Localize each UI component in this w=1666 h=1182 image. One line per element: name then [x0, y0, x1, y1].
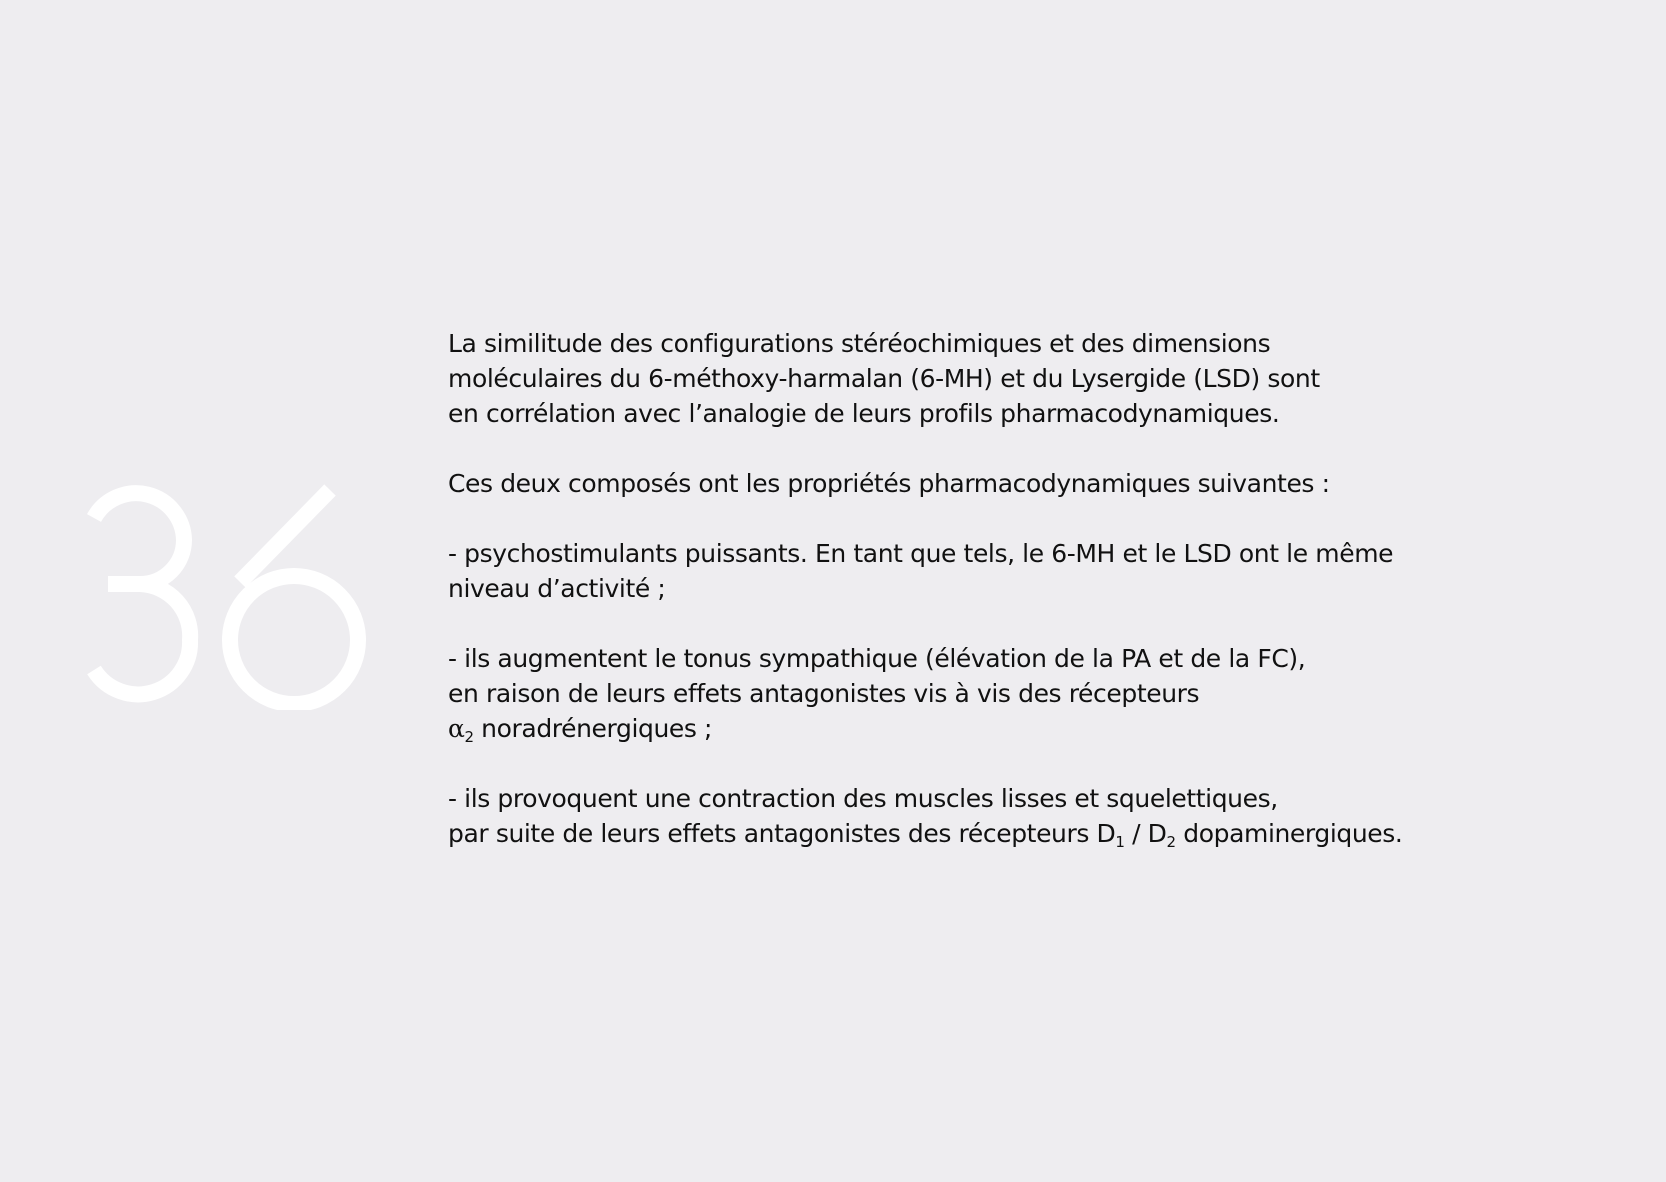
- bullet-psychostimulants: [448, 536, 1608, 606]
- digit-3: [94, 493, 190, 694]
- intro-line: en corrélation avec l’analogie de leurs profils pharmacodynamiques.: [448, 399, 1280, 428]
- digit-6-loop: [230, 576, 358, 704]
- line-end: dopaminergiques.: [1175, 819, 1403, 848]
- bullet-sympathetic-tone: [448, 641, 1608, 746]
- bullet-line: - ils augmentent le tonus sympathique (élévation de la PA et de la FC),: [448, 644, 1306, 673]
- bullet-line: [448, 816, 1608, 851]
- bullet-line-rest: noradrénergiques ;: [473, 714, 713, 743]
- intro-line: La similitude des configurations stéréochimiques et des dimensions: [448, 329, 1271, 358]
- body-text: [448, 326, 1608, 851]
- intro-paragraph: [448, 326, 1608, 431]
- line-start: par suite de leurs effets antagonistes des récepteurs D: [448, 819, 1116, 848]
- lead-paragraph: [448, 466, 1608, 501]
- d2-subscript: 2: [1166, 833, 1176, 851]
- page-number-36: [80, 480, 380, 710]
- d1-subscript: 1: [1115, 833, 1125, 851]
- alpha-subscript: 2: [464, 728, 474, 746]
- separator: / D: [1124, 819, 1167, 848]
- bullet-line: [448, 711, 1608, 746]
- bullet-line: - psychostimulants puissants. En tant que tels, le 6-MH et le LSD ont le même: [448, 539, 1394, 568]
- intro-line: moléculaires du 6-méthoxy-harmalan (6-MH) et du Lysergide (LSD) sont: [448, 364, 1320, 393]
- bullet-line: - ils provoquent une contraction des muscles lisses et squelettiques,: [448, 784, 1278, 813]
- bullet-line: en raison de leurs effets antagonistes vis à vis des récepteurs: [448, 679, 1200, 708]
- bullet-line: niveau d’activité ;: [448, 574, 666, 603]
- alpha-symbol: α: [448, 714, 465, 743]
- bullet-muscle-contraction: [448, 781, 1608, 851]
- digit-6: [240, 490, 330, 582]
- lead-line: Ces deux composés ont les propriétés pharmacodynamiques suivantes :: [448, 469, 1330, 498]
